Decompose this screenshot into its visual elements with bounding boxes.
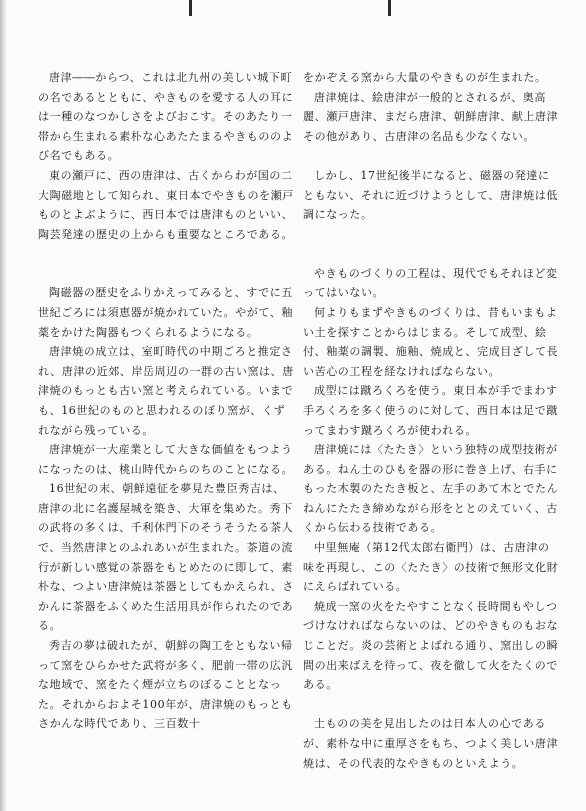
right-paragraph-types: 唐津焼は、絵唐津が一般的とされるが、奥高麗、瀬戸唐津、まだら唐津、朝鮮唐津、献上唐津その他があり、古唐津の名品も少なくない。 (303, 90, 559, 143)
paragraph-gap (38, 244, 294, 283)
binding-mark-right (388, 0, 391, 16)
right-paragraph-continued: をかぞえる窯から大量のやきものが生まれた。 (303, 71, 547, 84)
right-paragraph-nakazato: 中里無庵（第12代太郎右衛門）は、古唐津の味を再現し、この〈たたき〉の技術で無形文化財にえらばれている。 (303, 541, 559, 594)
scan-edge-shadow (0, 0, 6, 811)
left-paragraph-ceramic-history: 陶磁器の歴史をふりかえってみると、すでに五世紀ごろには須恵器が焼かれていた。やがて、釉薬をかけた陶器もつくられるようになる。 (38, 286, 293, 339)
right-paragraph-clay: 何よりもまずやきものづくりは、昔もいまもよい土を探すことからはじまる。そして成型、絵付、釉薬の調製、施釉、焼成と、完成目ざして長い苦心の工程を経なければならない。 (303, 305, 559, 378)
left-paragraph-seto-karatsu: 東の瀬戸に、西の唐津は、古くからわが国の二大陶磁地として知られ、東日本でやきものを瀬戸ものとよぶように、西日本では唐津ものといい、陶芸発達の歴史の上からも重要なところである。 (38, 168, 294, 241)
right-paragraph-decline: しかし、17世紀後半になると、磁器の発達にともない、それに近づけようとして、唐津焼は低調になった。 (303, 168, 558, 222)
right-paragraph-tataki: 唐津焼には〈たたき〉という独特の成型技術がある。ねん土のひもを器の形に巻き上げ、右手にもった木製のたたき板と、左手のあて木とでたんねんにたたき締めながら形をととのえていく、古くから伝わる技術である。 (303, 443, 559, 535)
left-paragraph-hideyoshi: 16世紀の末、朝鮮遠征を夢見た豊臣秀吉は、唐津の北に名護屋城を築き、大軍を集めた。秀下の武将の多くは、千利休門下のそうそうたる茶人で、当然唐津とのふれあいが生まれた。茶道の流行が新しい感覚の茶器をもとめたのに即して、素朴な、つよい唐津焼は茶器としてもかえられ、さかんに茶器をふくめた生活用具が作られたのである。 (38, 482, 294, 633)
right-paragraph-firing: 焼成一窯の火をたやすことなく長時間もやしつづけなければならないのは、どのやきものもおなじことだ。炎の芸術とよばれる通り、窯出しの瞬間の出来ばえを待って、夜を徹して火をたくのである。 (303, 599, 559, 692)
right-paragraph-process: やきものづくりの工程は、現代でもそれほど変ってはいない。 (303, 266, 558, 300)
left-paragraph-karatsu-intro: 唐津――からつ、これは北九州の美しい城下町の名であるとともに、やきものを愛する人の耳には一種のなつかしさをよびおこす。そのあたり一帯から生まれる素朴な心あたたまるやきもののよび名でもある。 (38, 71, 294, 163)
right-paragraph-conclusion: 土ものの美を見出したのは日本人の心であるが、素朴な中に重厚さをもち、つよく美しい唐津焼は、その代表的なやきものといえよう。 (303, 717, 559, 770)
right-text-column (303, 68, 559, 773)
paragraph-gap (303, 695, 559, 715)
paragraph-gap (303, 225, 559, 264)
left-text-column (38, 68, 294, 734)
left-paragraph-momoyama: 唐津焼が一大産業として大きな価値をもつようになったのは、桃山時代からのちのことになる。 (38, 443, 294, 476)
paragraph-gap (303, 146, 559, 166)
right-paragraph-wheel: 成型には蹴ろくろを使う。東日本が手でまわす手ろくろを多く使うのに対して、西日本は足で蹴ってまわす蹴ろくろが使われる。 (303, 384, 558, 437)
left-paragraph-origin: 唐津焼の成立は、室町時代の中期ごろと推定され、唐津の近郊、岸岳周辺の一群の古い窯は、唐津焼のもっとも古い窯と考えられている。いまでも、16世紀のものと思われるのぼり窯が、くずれながら残っている。 (38, 345, 294, 437)
left-paragraph-potters: 秀吉の夢は破れたが、朝鮮の陶工をともない帰って窯をひらかせた武将が多く、肥前一帯の広汎な地域で、窯をたく煙が立ちのぼることとなった。それからおよそ100年が、唐津焼のもっともさかんな時代であり、三百数十 (38, 639, 293, 731)
binding-mark-left (189, 0, 192, 16)
